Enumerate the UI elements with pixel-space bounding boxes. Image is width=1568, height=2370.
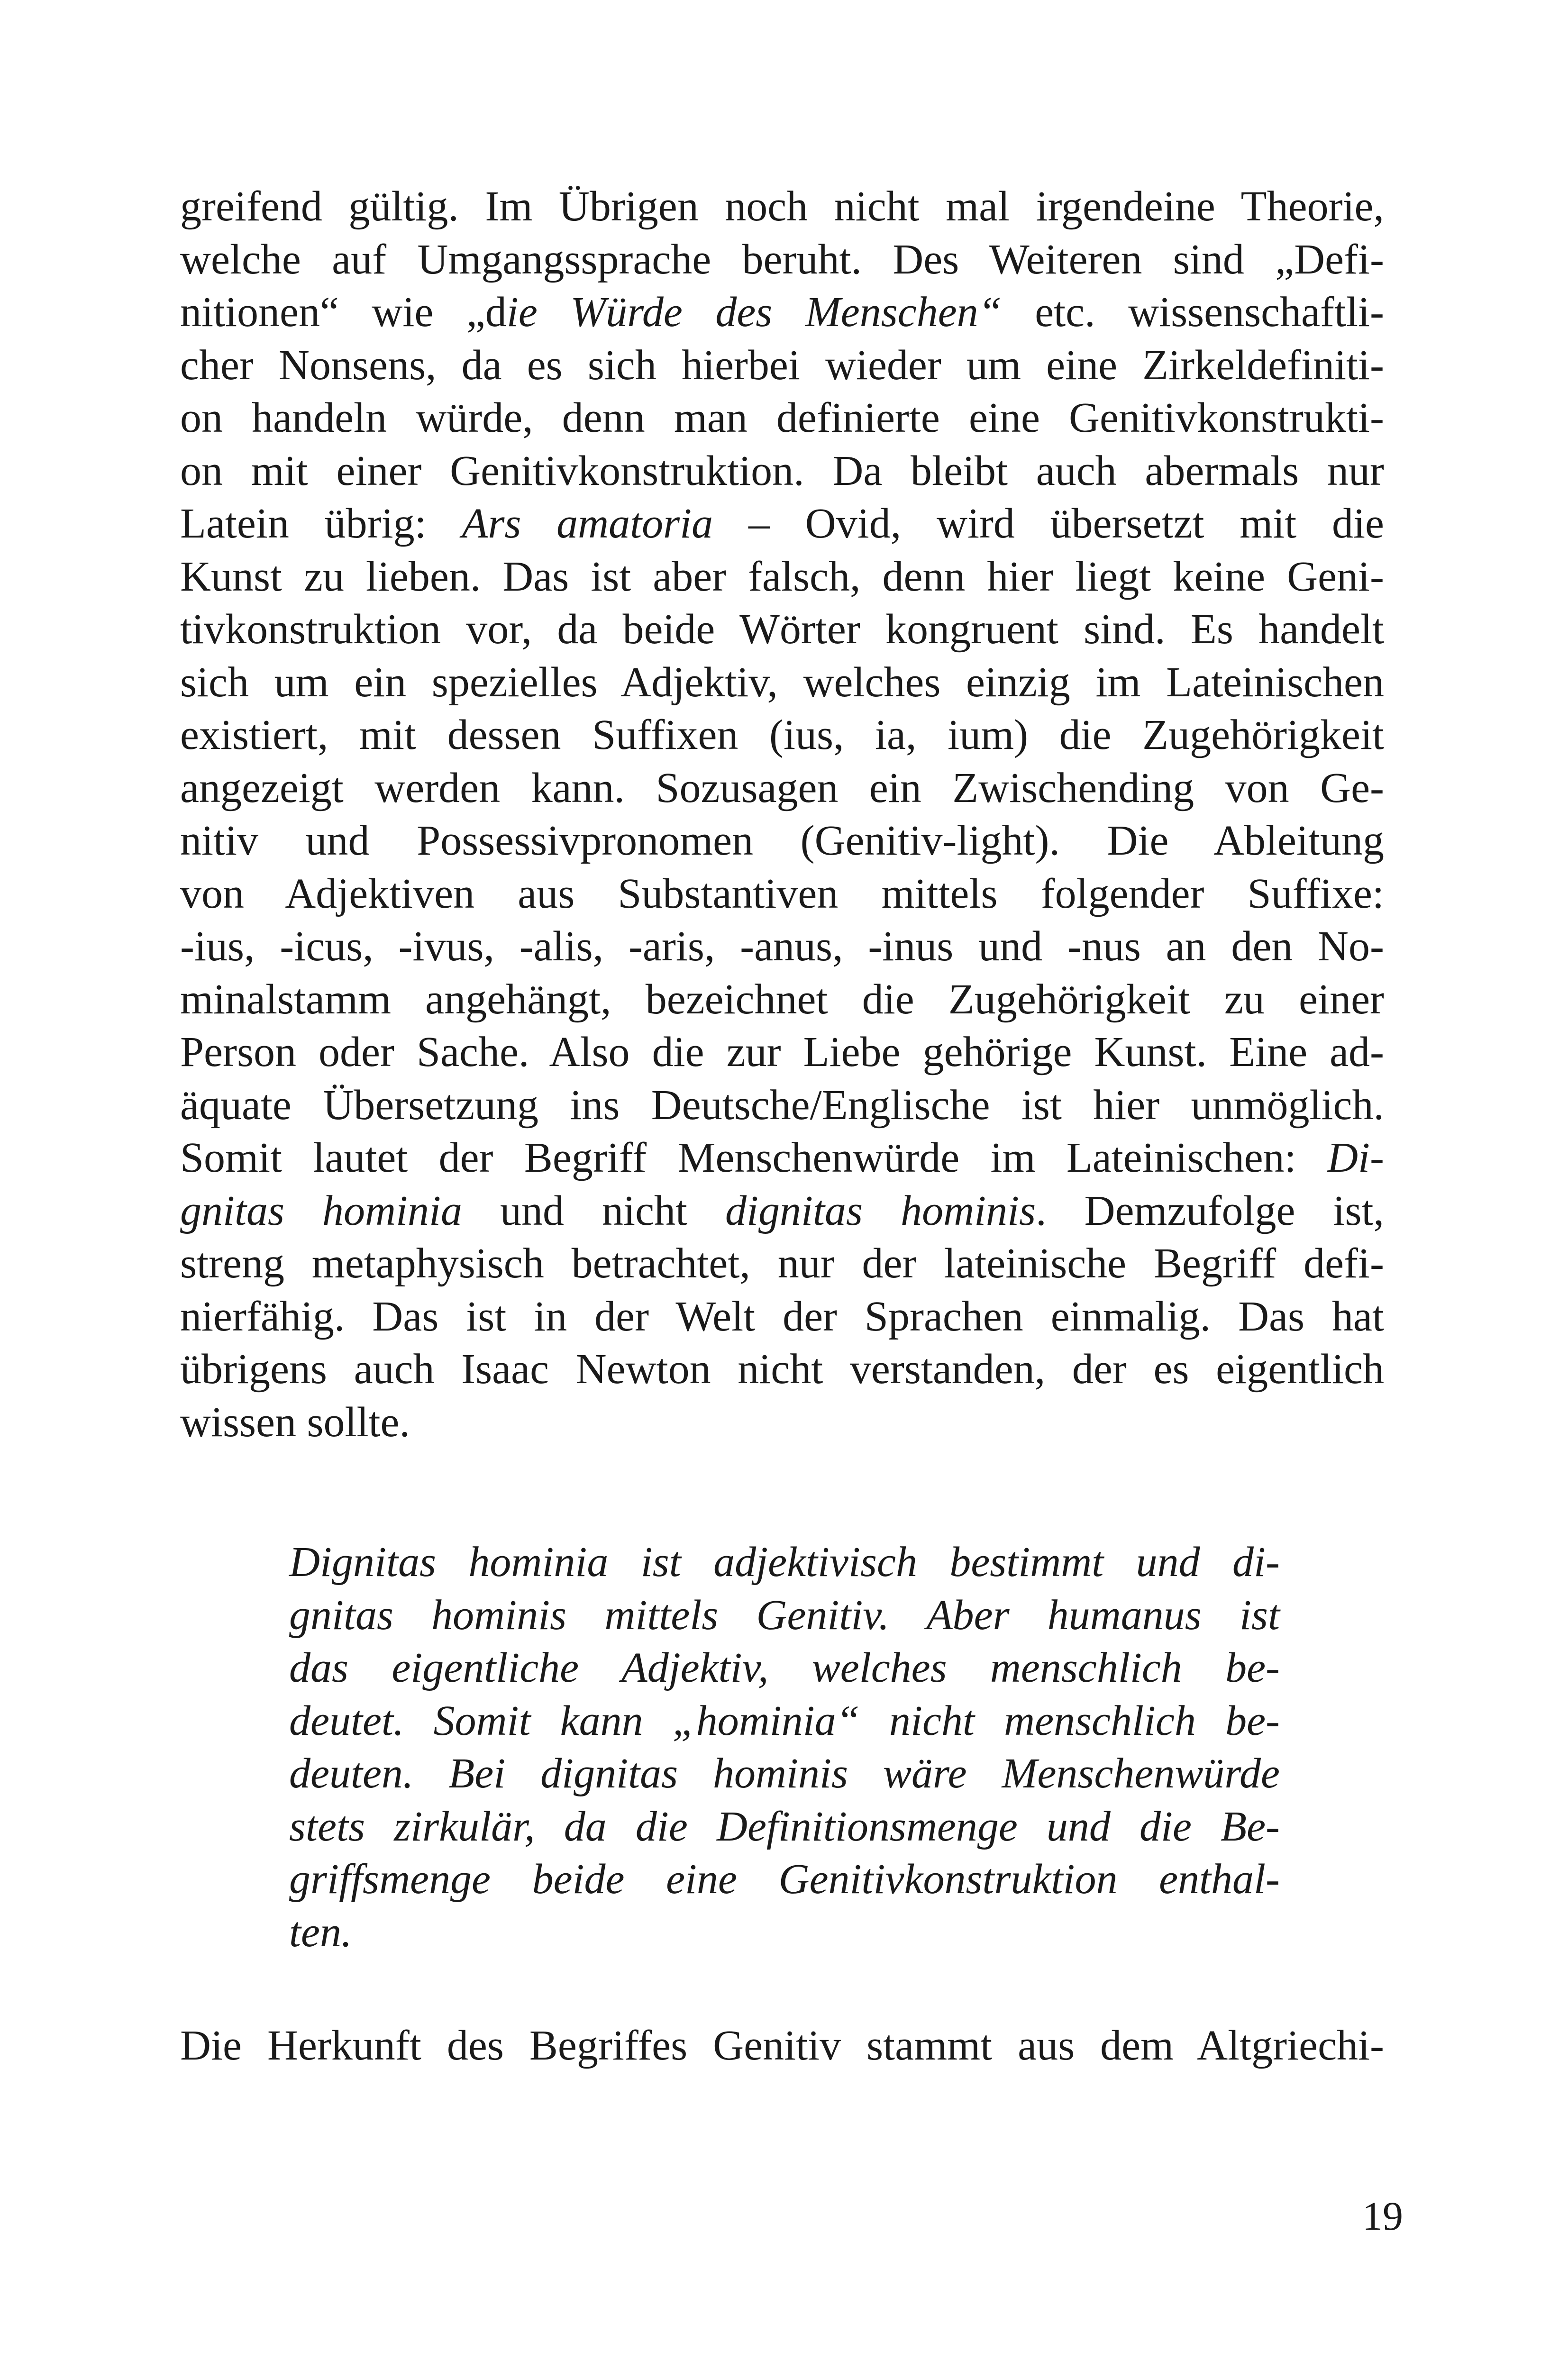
italic-text: Ars amatoria xyxy=(462,500,713,547)
italic-quote-block xyxy=(289,1536,1280,1959)
text-line xyxy=(180,497,1384,550)
page-number: 19 xyxy=(1362,2193,1403,2239)
text-line xyxy=(289,1906,1280,1959)
text-run: ten. xyxy=(289,1908,352,1956)
closing-paragraph xyxy=(180,2019,1384,2072)
text-run: Person oder Sache. Also die zur Liebe gehörige Kunst. Eine ad- xyxy=(180,1029,1384,1076)
text-run: etc. wissenschaftli- xyxy=(1002,289,1384,336)
text-run: on mit einer Genitivkonstruktion. Da bleibt auch abermals nur xyxy=(180,447,1384,494)
text-run: deutet. Somit kann „hominia“ nicht menschlich be- xyxy=(289,1697,1280,1744)
text-run: Die Herkunft des Begriffes Genitiv stammt aus dem Altgriechi- xyxy=(180,2022,1384,2069)
text-line xyxy=(180,1026,1384,1079)
text-line xyxy=(180,1237,1384,1290)
text-run: existiert, mit dessen Suffixen (ius, ia, ium) die Zugehörigkeit xyxy=(180,711,1384,758)
text-run: welche auf Umgangssprache beruht. Des Weiteren sind „Defi- xyxy=(180,236,1384,283)
text-line xyxy=(180,339,1384,392)
text-run: Latein übrig: xyxy=(180,500,462,547)
text-line xyxy=(180,286,1384,339)
text-run: on handeln würde, denn man definierte eine Genitivkonstrukti- xyxy=(180,394,1384,441)
text-run: – Ovid, wird übersetzt mit die xyxy=(713,500,1384,547)
text-line xyxy=(289,1641,1280,1695)
text-run: Somit lautet der Begriff Menschenwürde im Lateinischen: xyxy=(180,1134,1328,1181)
text-line xyxy=(180,762,1384,815)
text-run: . Demzufolge ist, xyxy=(1036,1187,1384,1234)
text-run: nierfähig. Das ist in der Welt der Sprachen einmalig. Das hat xyxy=(180,1293,1384,1340)
text-line xyxy=(180,709,1384,762)
text-run: übrigens auch Isaac Newton nicht verstanden, der es eigentlich xyxy=(180,1346,1384,1393)
text-line xyxy=(180,973,1384,1026)
text-run: tivkonstruktion vor, da beide Wörter kongruent sind. Es handelt xyxy=(180,606,1384,653)
text-line xyxy=(289,1536,1280,1589)
text-run: Kunst zu lieben. Das ist aber falsch, denn hier liegt keine Geni- xyxy=(180,553,1384,600)
text-run: -ius, -icus, -ivus, -alis, -aris, -anus, -inus und -nus an den No- xyxy=(180,923,1384,970)
text-run: greifend gültig. Im Übrigen noch nicht mal irgendeine Theorie, xyxy=(180,183,1384,230)
text-line xyxy=(180,1343,1384,1396)
text-line xyxy=(180,1290,1384,1343)
italic-text: gnitas hominia xyxy=(180,1187,463,1234)
text-run: nitionen“ wie „d xyxy=(180,289,507,336)
text-run: Dignitas hominia ist adjektivisch bestimmt und di- xyxy=(289,1539,1280,1586)
text-line xyxy=(289,1800,1280,1853)
text-line xyxy=(289,1853,1280,1906)
text-run: minalstamm angehängt, bezeichnet die Zugehörigkeit zu einer xyxy=(180,975,1384,1023)
text-line xyxy=(180,445,1384,498)
italic-text: ie Würde des Menschen“ xyxy=(506,289,1002,336)
text-line xyxy=(180,2019,1384,2072)
text-line xyxy=(180,920,1384,973)
text-line xyxy=(180,1079,1384,1132)
text-line xyxy=(180,1131,1384,1185)
text-line xyxy=(180,233,1384,286)
text-line xyxy=(180,1396,1384,1449)
text-run: gnitas hominis mittels Genitiv. Aber humanus ist xyxy=(289,1591,1280,1639)
text-run: sich um ein spezielles Adjektiv, welches einzig im Lateinischen xyxy=(180,658,1384,706)
italic-text: dignitas hominis xyxy=(725,1187,1036,1234)
text-run: griffsmenge beide eine Genitivkonstruktion enthal- xyxy=(289,1856,1280,1903)
body-paragraph xyxy=(180,180,1384,1449)
text-line xyxy=(180,867,1384,921)
text-run: äquate Übersetzung ins Deutsche/Englische ist hier unmöglich. xyxy=(180,1081,1384,1129)
text-line xyxy=(180,550,1384,603)
text-line xyxy=(180,392,1384,445)
text-line xyxy=(289,1589,1280,1642)
text-run: nitiv und Possessivpronomen (Genitiv-light). Die Ableitung xyxy=(180,817,1384,864)
text-line xyxy=(180,656,1384,709)
text-run: und nicht xyxy=(462,1187,726,1234)
italic-text: Di- xyxy=(1327,1134,1384,1181)
text-run: wissen sollte. xyxy=(180,1398,410,1446)
text-run: cher Nonsens, da es sich hierbei wieder um eine Zirkeldefiniti- xyxy=(180,341,1384,389)
text-line xyxy=(289,1747,1280,1800)
text-line xyxy=(289,1695,1280,1748)
text-run: deuten. Bei dignitas hominis wäre Menschenwürde xyxy=(289,1750,1280,1797)
text-line xyxy=(180,180,1384,233)
text-run: stets zirkulär, da die Definitionsmenge und die Be- xyxy=(289,1803,1280,1850)
text-run: angezeigt werden kann. Sozusagen ein Zwischending von Ge- xyxy=(180,764,1384,811)
text-line xyxy=(180,814,1384,867)
text-run: von Adjektiven aus Substantiven mittels folgender Suffixe: xyxy=(180,870,1384,917)
text-run: streng metaphysisch betrachtet, nur der lateinische Begriff defi- xyxy=(180,1240,1384,1287)
text-run: das eigentliche Adjektiv, welches menschlich be- xyxy=(289,1644,1280,1691)
text-line xyxy=(180,603,1384,656)
text-line xyxy=(180,1185,1384,1238)
